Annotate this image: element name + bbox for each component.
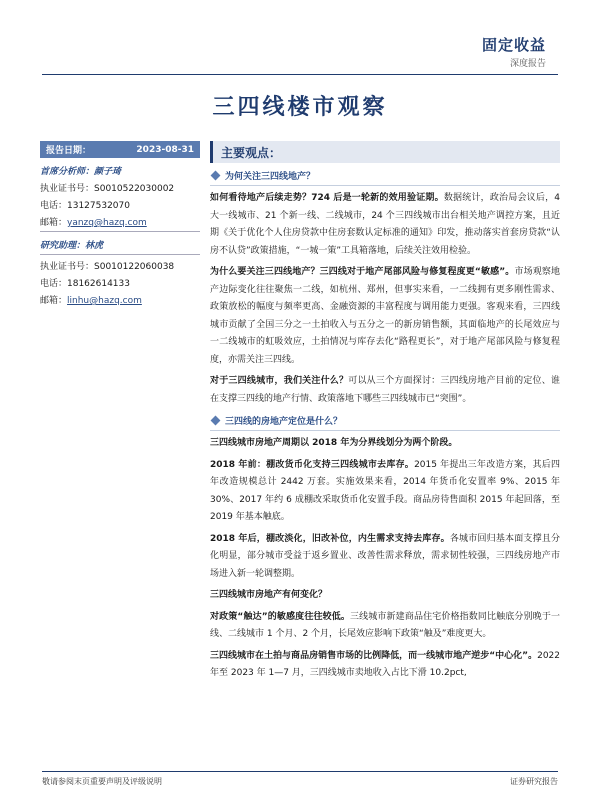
paragraph-after-2018: 2018 年后，棚改淡化，旧改补位，内生需求支持去库存。各城市回归基本面支撑且分化明显，部分城市受益于返乡置业、改善性需求释放，需求韧性较强，三四线房地产市场进入新一轮调整期。	[210, 533, 560, 579]
assistant-cert: 执业证书号：S0010122060038	[40, 262, 175, 272]
paragraph-share: 三四线城市在土拍与商品房销售市场的比例降低，而一线城市地产逆步“中心化”。2022 年至 2023 年 1—7 月，三四线城市卖地收入占比下滑 10.2pct,	[210, 650, 560, 678]
analyst-cert: 执业证书号：S0010522030002	[40, 184, 175, 194]
header-divider	[42, 74, 558, 75]
analyst-name: 颜子琦	[94, 167, 122, 177]
assistant-email-row: 邮箱：linhu@hazq.com	[40, 296, 142, 306]
paragraph-trend: 如何看待地产后续走势？724 后是一轮新的效用验证期。数据统计，政治局会议后，4 大一线城市、21 个新一线、二线城市，24 个三四线城市出台相关地产调控方案，且近期《关于优化个人住房贷款中住房套数认定标准的通知》印发，推动落实首套房贷款“认房不认贷”政策措施，“一城一策”工具箱落地，后续关注效用检验。	[210, 193, 561, 256]
analyst-role: 首席分析师：颜子琦	[40, 167, 122, 177]
paragraph-why-tier3: 为什么要关注三四线地产？三四线对于地产尾部风险与修复程度更“敏感”。市场观察地产边际变化往往聚焦一二线，如杭州、郑州，但事实来看，一二线拥有更多刚性需求、政策放松的幅度与频率更高、金融资源的丰富程度与调用能力更强。客观来看，三四线城市贡献了全国三分之一土拍收入与五分之一的新房销售额，其面临地产的长尾效应与一二线城市的虹吸效应，土拍情况与库存去化“路程更长”，对于地产尾部风险与修复程度，亦需关注三四线。	[210, 267, 560, 365]
analyst-email-link[interactable]: yanzq@hazq.com	[67, 218, 147, 228]
section-heading-why: 为何关注三四线地产？	[210, 169, 560, 182]
diamond-bullet-icon	[211, 171, 221, 181]
date-value: 2023-08-31	[136, 144, 194, 155]
paragraph-before-2018: 2018 年前：棚改货币化支持三四线城市去库存。2015 年提出三年改造方案，其后四年改造规模总计 2442 万套。实施效果来看，2014 年货币化安置率 9%、2015 年 30%、2017 年约 6 成棚改采取货币化安置手段。商品房待售面积 2015 年起回落，至 2019 年基本触底。	[210, 459, 560, 522]
assistant-email-link[interactable]: linhu@hazq.com	[67, 296, 142, 306]
report-category: 固定收益	[481, 36, 546, 54]
analyst-phone: 电话：13127532070	[40, 201, 130, 211]
sidebar-divider-2	[40, 254, 200, 255]
report-date-bar	[40, 141, 200, 158]
report-title: 三四线楼市观察	[212, 95, 388, 120]
date-label: 报告日期：	[46, 146, 92, 156]
footer-doc-type: 证券研究报告	[510, 777, 558, 786]
paragraph-cycle: 三四线城市房地产周期以 2018 年为分界线划分为两个阶段。	[210, 438, 458, 448]
assistant-role: 研究助理：林虎	[40, 241, 104, 251]
paragraph-changes-heading: 三四线城市房地产有何变化？	[210, 590, 328, 600]
page-footer	[42, 776, 558, 787]
diamond-bullet-icon	[211, 416, 221, 426]
assistant-name: 林虎	[85, 241, 104, 251]
report-subcategory: 深度报告	[509, 59, 546, 69]
footer-disclaimer: 敬请参阅末页重要声明及评级说明	[42, 777, 162, 786]
main-content	[210, 141, 560, 683]
section-heading-positioning: 三四线的房地产定位是什么？	[210, 414, 560, 427]
paragraph-sensitivity: 对政策“触达”的敏感度往往较低。三线城市新建商品住宅价格指数同比触底分别晚于一线、二线城市 1 个月、2 个月，长尾效应影响下政策“触及”难度更大。	[210, 611, 560, 639]
sidebar-divider	[40, 231, 200, 232]
section-rule	[210, 430, 560, 431]
paragraph-focus: 对于三四线城市，我们关注什么？可以从三个方面探讨：三四线房地产目前的定位、谁在支撑三四线的地产行情、政策落地下哪些三四线城市已“突围”。	[210, 376, 560, 404]
footer-divider	[42, 771, 558, 772]
analyst-email-row: 邮箱：yanzq@hazq.com	[40, 218, 147, 228]
section-rule	[210, 185, 560, 186]
key-view-heading: 主要观点：	[210, 141, 560, 163]
assistant-phone: 电话：18162614133	[40, 279, 130, 289]
author-sidebar	[40, 141, 200, 306]
